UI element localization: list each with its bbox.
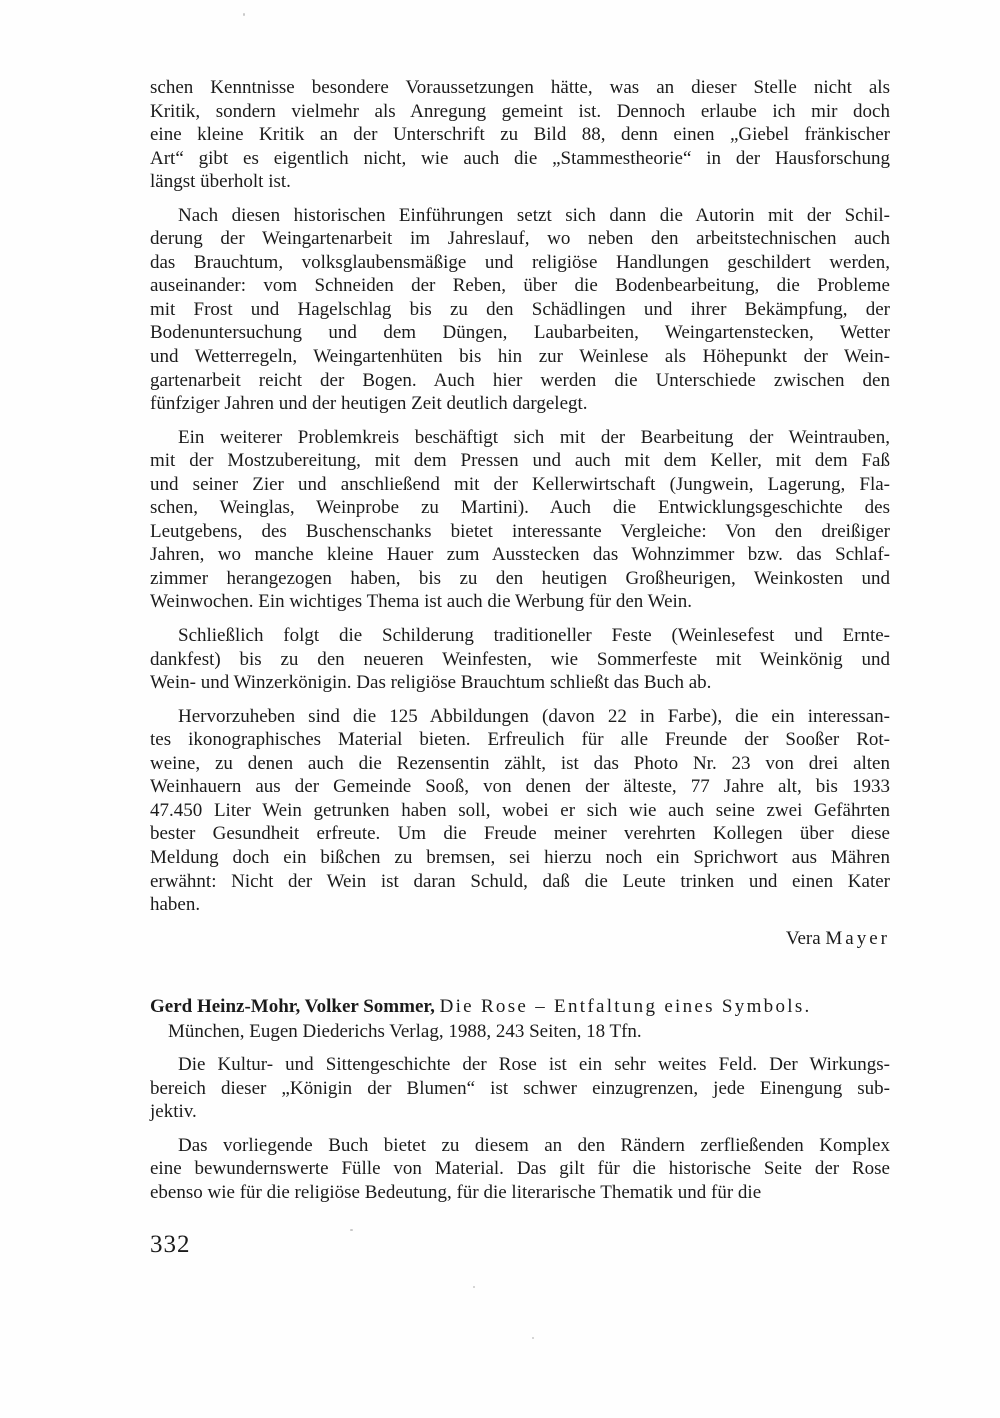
text-line: Leutgebens, des Buschenschanks bietet interessante Vergleiche: Von den dreißiger <box>150 520 890 542</box>
text-line: Die Kultur- und Sittengeschichte der Rose ist ein sehr weites Feld. Der Wirkungs- <box>178 1054 890 1076</box>
text-line: Jahren, wo manche kleine Hauer zum Ausstecken das Wohnzimmer bzw. das Schlaf- <box>150 544 890 566</box>
text-line: tes ikonographisches Material bieten. Erfreulich für alle Freunde der Sooßer Rot- <box>150 729 890 751</box>
paragraph <box>150 426 890 614</box>
text-line: mit Frost und Hagelschlag bis zu den Schädlingen und ihrer Bekämpfung, der <box>150 298 890 320</box>
text-line: Bodenuntersuchung und dem Düngen, Laubarbeiten, Weingartenstecken, Wetter <box>150 322 890 344</box>
text-line: Schließlich folgt die Schilderung traditioneller Feste (Weinlesefest und Ernte- <box>178 625 890 647</box>
text-line: auseinander: vom Schneiden der Reben, über die Bodenbearbeitung, die Probleme <box>150 275 890 297</box>
text-line: Hervorzuheben sind die 125 Abbildungen (davon 22 in Farbe), die ein interessan- <box>178 705 890 727</box>
text-line: und Wetterregeln, Weingartenhüten bis hin zur Weinlese als Höhepunkt der Wein- <box>150 346 890 368</box>
text-line: gartenarbeit reicht der Bogen. Auch hier werden die Unterschiede zwischen den <box>150 369 890 391</box>
paragraph <box>150 204 890 416</box>
text-line: zimmer herangezogen haben, bis zu den heutigen Großheurigen, Weinkosten und <box>150 567 890 589</box>
scan-speck <box>473 1286 475 1288</box>
text-line: erwähnt: Nicht der Wein ist daran Schuld, daß die Leute trinken und einen Kater <box>150 870 890 892</box>
text-line: das Brauchtum, volksglaubensmäßige und religiöse Handlungen geschildert werden, <box>150 251 890 273</box>
paragraph <box>150 1053 890 1124</box>
text-line: Ein weiterer Problemkreis beschäftigt sich mit der Bearbeitung der Weintrauben, <box>178 426 890 448</box>
text-line: Art“ gibt es eigentlich nicht, wie auch die „Stammestheorie“ in der Hausforschung <box>150 147 890 169</box>
text-line: schen Kenntnisse besondere Voraussetzungen hätte, was an dieser Stelle nicht als <box>150 77 890 98</box>
paragraph <box>150 1134 890 1205</box>
text-line: eine kleine Kritik an der Unterschrift zu Bild 88, denn einen „Giebel fränkischer <box>150 124 890 146</box>
text-line: Wein- und Winzerkönigin. Das religiöse Brauchtum schließt das Buch ab. <box>150 672 712 694</box>
text-line: dankfest) bis zu den neueren Weinfesten, wie Sommerfeste mit Weinkönig und <box>150 648 890 670</box>
reviewer-first-name: Vera <box>785 927 826 949</box>
text-line: bereich dieser „Königin der Blumen“ ist schwer einzugrenzen, jede Einengung sub- <box>150 1077 890 1099</box>
paragraph <box>150 624 890 695</box>
text-line: Das vorliegende Buch bietet zu diesem an den Rändern zerfließenden Komplex <box>178 1134 890 1156</box>
page-number: 332 <box>150 1231 191 1258</box>
text-line: Weinwochen. Ein wichtiges Thema ist auch die Werbung für den Wein. <box>150 591 693 613</box>
reviewer-signature <box>150 927 890 951</box>
text-line: bester Gesundheit erfreute. Um die Freude meiner verehrten Kollegen über diese <box>150 823 890 845</box>
text-line: Kritik, sondern vielmehr als Anregung gemeint ist. Dennoch erlaube ich mir doch <box>150 100 890 122</box>
text-line: schen, Weinglas, Weinprobe zu Martini). Auch die Entwicklungsgeschichte des <box>150 497 890 519</box>
text-line: fünfziger Jahren und der heutigen Zeit deutlich dargelegt. <box>150 393 588 415</box>
scan-speck <box>350 1229 353 1231</box>
text-block <box>150 76 890 1214</box>
book-imprint: München, Eugen Diederichs Verlag, 1988, 243 Seiten, 18 Tfn. <box>168 1020 642 1042</box>
text-line: Nach diesen historischen Einführungen setzt sich dann die Autorin mit der Schil- <box>178 204 890 226</box>
text-line: Meldung doch ein bißchen zu bremsen, sei hierzu noch ein Sprichwort aus Mähren <box>150 846 890 868</box>
text-line: derung der Weingartenarbeit im Jahreslauf, wo neben den arbeitstechnischen auch <box>150 228 890 250</box>
paragraph-continuation <box>150 76 890 194</box>
text-line: eine bewundernswerte Fülle von Material. Das gilt für die historische Seite der Rose <box>150 1158 890 1180</box>
paragraph <box>150 705 890 917</box>
book-title: Die Rose – Entfaltung eines Symbols. <box>439 996 812 1018</box>
text-line: und seiner Zier und anschließend mit der Kellerwirtschaft (Jungwein, Lagerung, Fla- <box>150 473 890 495</box>
reviewer-surname: Mayer <box>825 927 890 949</box>
text-line: jektiv. <box>150 1101 197 1123</box>
text-line: mit der Mostzubereitung, mit dem Pressen und auch mit dem Keller, mit dem Faß <box>150 450 890 472</box>
review-heading-line1 <box>150 995 890 1020</box>
book-authors: Gerd Heinz-Mohr, Volker Sommer, <box>150 996 440 1018</box>
text-line: haben. <box>150 894 201 916</box>
scan-speck <box>532 1337 534 1339</box>
text-line: Weinhauern aus der Gemeinde Sooß, von denen der älteste, 77 Jahre alt, bis 1933 <box>150 776 890 798</box>
text-line: weine, zu denen auch die Rezensentin zählt, ist das Photo Nr. 23 von drei alten <box>150 752 890 774</box>
review-heading <box>150 995 890 1044</box>
text-line: längst überholt ist. <box>150 171 291 193</box>
text-line: 47.450 Liter Wein getrunken haben soll, wobei er sich wie auch seine zwei Gefährten <box>150 799 890 821</box>
text-line: ebenso wie für die religiöse Bedeutung, für die literarische Thematik und für die <box>150 1181 762 1203</box>
scan-speck <box>243 13 245 16</box>
